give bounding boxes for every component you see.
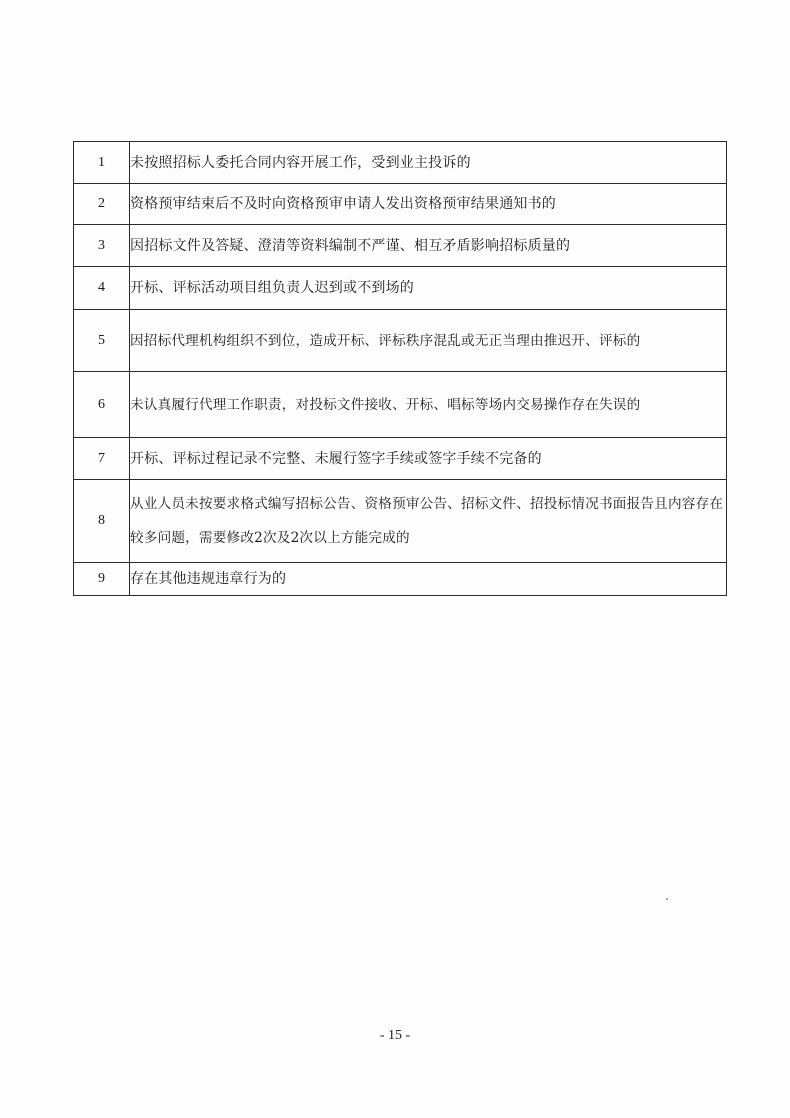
row-number: 3 — [74, 225, 130, 267]
scan-speck — [666, 898, 668, 900]
row-description: 未按照招标人委托合同内容开展工作，受到业主投诉的 — [130, 142, 727, 184]
row-description: 从业人员未按要求格式编写招标公告、资格预审公告、招标文件、招投标情况书面报告且内容存在较多问题，需要修改2次及2次以上方能完成的 — [130, 480, 727, 563]
row-number: 9 — [74, 563, 130, 596]
table-row — [74, 267, 727, 310]
table-row — [74, 563, 727, 596]
table-row — [74, 372, 727, 438]
table-row — [74, 480, 727, 563]
row-number: 4 — [74, 267, 130, 310]
table-row — [74, 142, 727, 184]
row-description: 因招标代理机构组织不到位，造成开标、评标秩序混乱或无正当理由推迟开、评标的 — [130, 310, 727, 372]
row-description: 存在其他违规违章行为的 — [130, 563, 727, 596]
row-number: 2 — [74, 184, 130, 225]
table-row — [74, 184, 727, 225]
table-row — [74, 438, 727, 480]
violation-table — [73, 141, 727, 596]
row-number: 5 — [74, 310, 130, 372]
table-row — [74, 225, 727, 267]
row-number: 1 — [74, 142, 130, 184]
row-number: 8 — [74, 480, 130, 563]
row-description: 资格预审结束后不及时向资格预审申请人发出资格预审结果通知书的 — [130, 184, 727, 225]
row-description: 开标、评标过程记录不完整、未履行签字手续或签字手续不完备的 — [130, 438, 727, 480]
row-number: 6 — [74, 372, 130, 438]
row-number: 7 — [74, 438, 130, 480]
table-row — [74, 310, 727, 372]
row-description: 未认真履行代理工作职责，对投标文件接收、开标、唱标等场内交易操作存在失误的 — [130, 372, 727, 438]
page-number: - 15 - — [379, 1028, 411, 1043]
row-description: 开标、评标活动项目组负责人迟到或不到场的 — [130, 267, 727, 310]
row-description: 因招标文件及答疑、澄清等资料编制不严谨、相互矛盾影响招标质量的 — [130, 225, 727, 267]
